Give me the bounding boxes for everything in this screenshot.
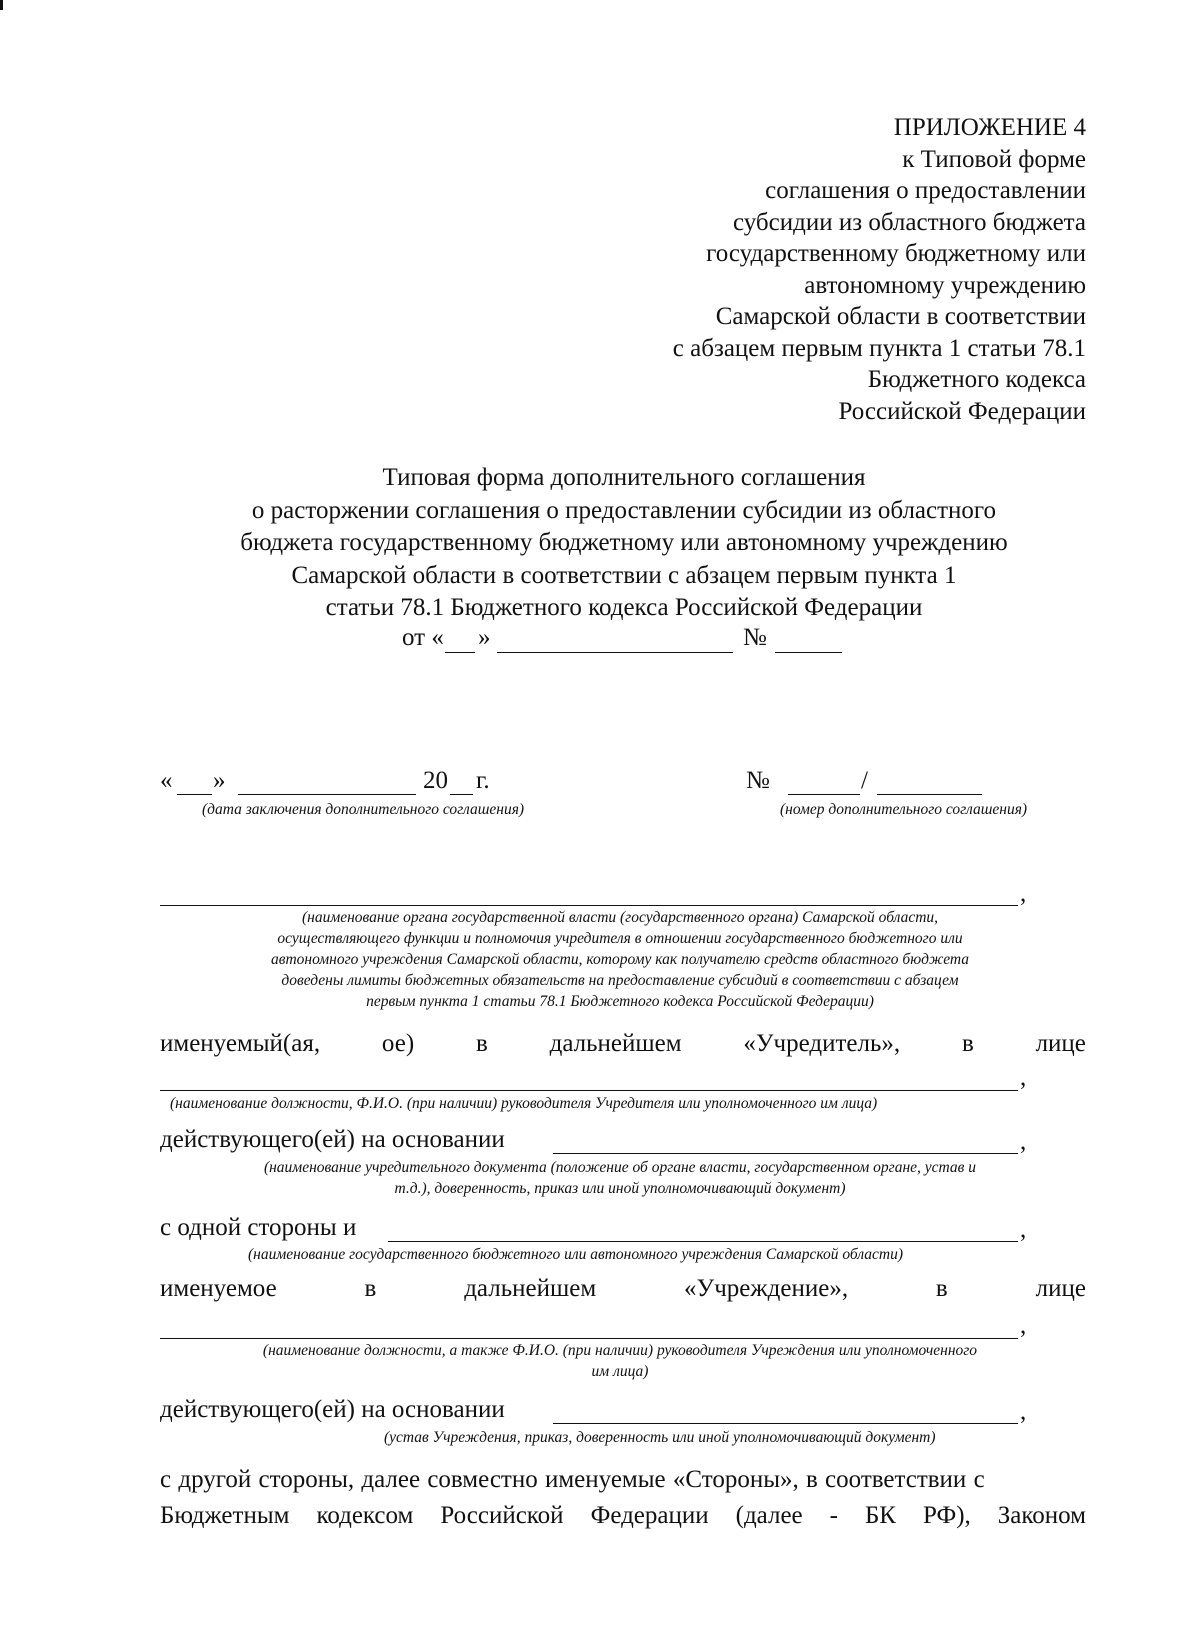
closing-line-2: Бюджетным кодексом Российской Федерации (далее - БК РФ), Законом — [160, 1502, 1086, 1529]
appendix-line: автономному учреждению — [804, 271, 1086, 299]
founder-acting-label: действующего(ей) на основании — [160, 1126, 505, 1153]
founder-named-line: именуемый(ая, ое) в дальнейшем «Учредитель», в лице — [160, 1030, 1086, 1057]
title-line: Самарской области в соответствии с абзацем первым пункта 1 — [291, 561, 957, 589]
appendix-line: ПРИЛОЖЕНИЕ 4 — [893, 114, 1086, 141]
year-prefix: 20 — [423, 767, 448, 794]
date-open-quote: « — [160, 767, 173, 794]
title-line: статьи 78.1 Бюджетного кодекса Российской Федерации — [325, 594, 923, 621]
number-caption: (номер дополнительного соглашения) — [780, 801, 1028, 818]
appendix-header — [673, 112, 1086, 427]
date-caption: (дата заключения дополнительного соглашения) — [202, 801, 525, 818]
founder-basis-line — [553, 1153, 1018, 1154]
appendix-line: субсидии из областного бюджета — [732, 208, 1086, 236]
one-side-label: с одной стороны и — [160, 1214, 357, 1241]
title-number-blank — [775, 652, 842, 653]
appendix-line: Бюджетного кодекса — [867, 366, 1086, 393]
title-day-blank — [445, 652, 475, 653]
appendix-line: соглашения о предоставлении — [765, 177, 1086, 204]
institution-name-line — [388, 1241, 1018, 1242]
founder-head-line — [160, 1090, 1018, 1091]
appendix-line: Самарской области в соответствии — [715, 303, 1086, 330]
closing-line-1: с другой стороны, далее совместно именуемые «Стороны», в соответствии с — [160, 1466, 985, 1493]
title-number-sign: № — [743, 624, 767, 651]
year-suffix: г. — [476, 767, 490, 794]
title-line: бюджета государственному бюджетному или автономному учреждению — [240, 529, 1008, 556]
month-blank — [238, 794, 416, 795]
title-line: о расторжении соглашения о предоставлении субсидии из областного — [251, 496, 997, 524]
appendix-line: с абзацем первым пункта 1 статьи 78.1 — [672, 334, 1086, 362]
title-line: Типовая форма дополнительного соглашения — [382, 464, 866, 491]
founder-caption: (наименование органа государственной власти (государственного органа) Самарской области, осуществляющего функции и полномочия учредителя в отношении государственного бюджетного или автономного учреждения Самарской области, которому как получателю средств областного бюджета доведены лимиты бюджетных обязательств на предоставление субсидий в соответствии с абзацем первым пункта 1 статьи 78.1 Бюджетного кодекса Российской Федерации) — [270, 909, 970, 1010]
title-date-mid: » — [478, 624, 491, 651]
institution-basis-caption: (устав Учреждения, приказ, доверенность или иной уполномочивающий документ) — [384, 1429, 936, 1446]
comma: , — [1020, 880, 1027, 907]
founder-basis-caption: (наименование учредительного документа (положение об органе власти, государственном органе, устав и т.д.), доверенность, приказ или иной уполномочивающий документ) — [263, 1159, 977, 1197]
title-month-blank — [497, 652, 733, 653]
comma: , — [1020, 1398, 1027, 1425]
founder-head-caption: (наименование должности, Ф.И.О. (при наличии) руководителя Учредителя или уполномоченного им лица) — [170, 1095, 878, 1112]
institution-caption: (наименование государственного бюджетного или автономного учреждения Самарской области) — [248, 1246, 904, 1263]
scan-mark — [0, 0, 3, 10]
institution-head-line — [160, 1338, 1018, 1339]
year-blank — [450, 794, 473, 795]
title-date-prefix: от « — [402, 624, 444, 651]
institution-acting-label: действующего(ей) на основании — [160, 1396, 505, 1423]
date-close-quote: » — [213, 767, 226, 794]
founder-name-line — [160, 905, 1018, 906]
agreement-number-sign: № — [746, 767, 770, 794]
appendix-line: Российской Федерации — [838, 397, 1086, 425]
comma: , — [1020, 1128, 1027, 1155]
appendix-line: государственному бюджетному или — [706, 240, 1086, 267]
number-blank-2 — [877, 794, 982, 795]
comma: , — [1020, 1064, 1027, 1091]
day-blank — [177, 794, 212, 795]
document-title — [0, 462, 1200, 625]
comma: , — [1020, 1216, 1027, 1243]
number-slash: / — [861, 767, 868, 794]
institution-basis-line — [553, 1423, 1018, 1424]
appendix-line: к Типовой форме — [902, 145, 1086, 173]
number-blank-1 — [788, 794, 860, 795]
comma: , — [1020, 1312, 1027, 1339]
institution-head-caption: (наименование должности, а также Ф.И.О. (при наличии) руководителя Учреждения или уполномоченного им лица) — [262, 1342, 978, 1380]
institution-named-line: именуемое в дальнейшем «Учреждение», в лице — [160, 1275, 1086, 1302]
